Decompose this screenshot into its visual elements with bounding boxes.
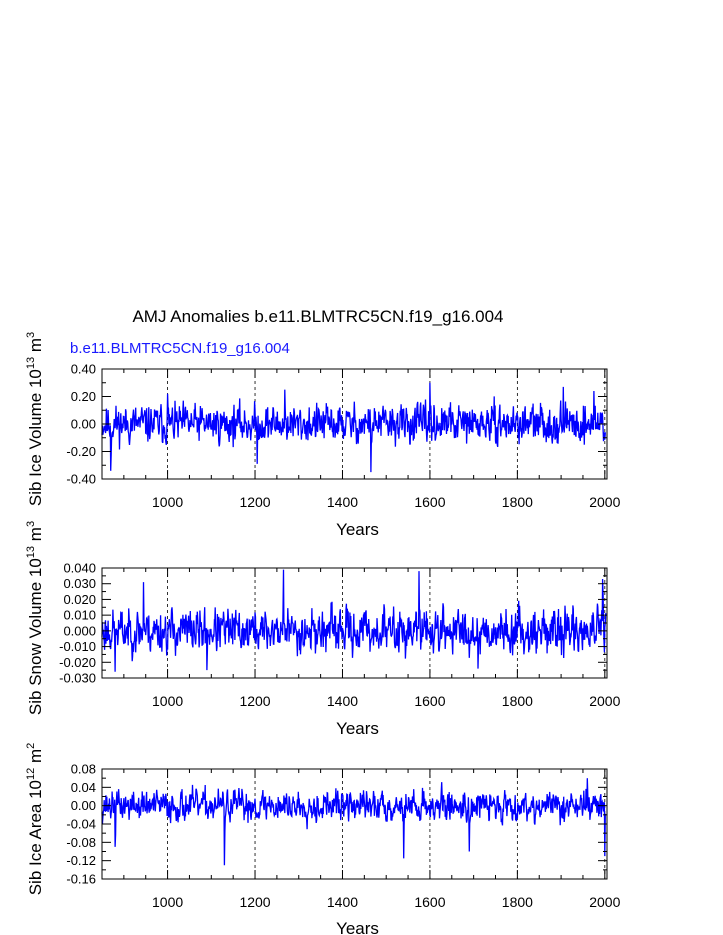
y-tick-label: 0.20: [70, 389, 96, 404]
y-tick-label: -0.12: [66, 853, 96, 869]
x-axis-title: Years: [336, 520, 379, 539]
x-tick-label: 1000: [152, 494, 184, 510]
data-line-sib-ice-volume: [102, 383, 606, 472]
x-axis-title: Years: [336, 719, 379, 738]
y-axis-title: Sib Ice Volume $10^{13}$ $m^3$: [25, 331, 45, 507]
x-tick-label: 1600: [414, 693, 446, 709]
y-tick-label: 0.04: [70, 779, 96, 795]
x-tick-label: 1400: [326, 894, 359, 910]
y-axis-title: Sib Ice Area $10^{12}$ $m^2$: [25, 742, 45, 896]
panel-sib-ice-area: [25, 743, 621, 935]
y-tick-label: 0.000: [63, 623, 96, 639]
x-tick-label: 1400: [326, 494, 359, 510]
plot-frame: [102, 769, 607, 879]
x-tick-label: 1000: [152, 693, 184, 709]
x-tick-label: 2000: [589, 494, 621, 510]
y-tick-label: 0.020: [63, 591, 96, 607]
y-tick-label: -0.04: [66, 816, 96, 832]
plot-panels: [25, 332, 621, 935]
y-tick-label: 0.40: [70, 361, 96, 377]
y-tick-label: -0.020: [59, 654, 96, 670]
x-tick-label: 1800: [501, 693, 533, 709]
y-tick-label: 0.010: [63, 607, 96, 623]
x-tick-label: 1800: [501, 494, 533, 510]
x-tick-label: 1600: [414, 494, 446, 510]
x-tick-label: 2000: [589, 894, 621, 910]
y-tick-label: -0.40: [66, 471, 96, 487]
y-axis-title: Sib Snow Volume $10^{13}$ $m^3$: [25, 520, 45, 716]
x-tick-label: 1800: [501, 894, 533, 910]
y-tick-label: 0.00: [70, 416, 96, 432]
x-tick-label: 1200: [239, 693, 271, 709]
panel-sib-snow-volume: [25, 521, 621, 738]
x-tick-label: 1600: [414, 894, 446, 910]
y-tick-label: -0.030: [59, 670, 96, 686]
y-tick-label: 0.040: [63, 560, 96, 576]
data-line-sib-snow-volume: [102, 570, 606, 672]
panel-sib-ice-volume: [25, 332, 621, 539]
x-tick-label: 1200: [239, 894, 271, 910]
x-tick-label: 1400: [326, 693, 359, 709]
x-tick-label: 2000: [589, 693, 621, 709]
y-tick-label: -0.20: [66, 444, 96, 459]
series-legend-label: b.e11.BLMTRC5CN.f19_g16.004: [70, 340, 290, 357]
y-tick-label: 0.030: [63, 576, 96, 592]
x-tick-label: 1000: [152, 894, 184, 910]
x-tick-label: 1200: [239, 494, 271, 510]
y-tick-label: -0.08: [66, 834, 96, 850]
y-tick-label: 0.00: [70, 798, 96, 814]
figure-title: AMJ Anomalies b.e11.BLMTRC5CN.f19_g16.004: [132, 307, 504, 326]
y-tick-label: -0.010: [59, 639, 96, 655]
data-line-sib-ice-area: [102, 778, 606, 865]
y-tick-label: 0.08: [70, 761, 96, 777]
x-axis-title: Years: [336, 919, 379, 935]
y-tick-label: -0.16: [66, 871, 96, 887]
